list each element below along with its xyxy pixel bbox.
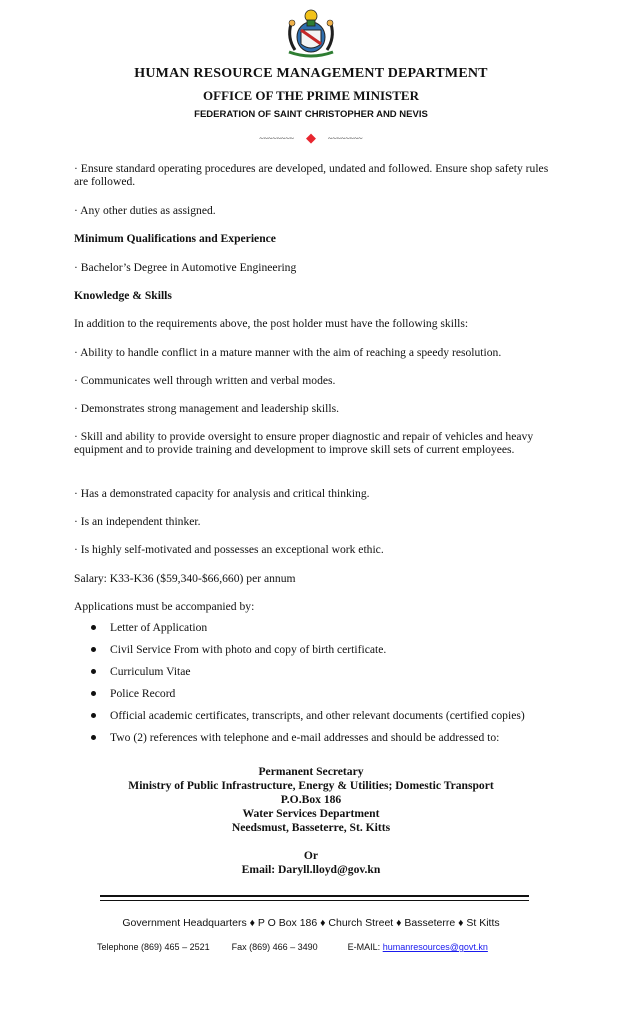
footer-rule-thin — [100, 900, 529, 901]
footer-email-label: E-MAIL: — [347, 942, 381, 952]
coat-of-arms-icon — [283, 4, 339, 58]
bullet-icon — [91, 669, 96, 674]
address-po-box: P.O.Box 186 — [280, 793, 342, 806]
skill-conflict: · Ability to handle conflict in a mature manner with the aim of reaching a speedy resolution. — [74, 346, 502, 359]
federation-title: FEDERATION OF SAINT CHRISTOPHER AND NEVIS — [194, 109, 428, 120]
salary-line: Salary: K33-K36 ($59,340-$66,660) per annum — [74, 572, 296, 585]
section-heading-qualifications: Minimum Qualifications and Experience — [74, 232, 276, 245]
bullet-icon — [91, 713, 96, 718]
divider-left: ~~~~~~~~ — [259, 134, 294, 143]
skill-communication: · Communicates well through written and verbal modes. — [74, 374, 336, 387]
duty-other: · Any other duties as assigned. — [74, 204, 216, 217]
address-recipient: Permanent Secretary — [258, 765, 364, 778]
skill-leadership: · Demonstrates strong management and leadership skills. — [74, 402, 339, 415]
department-title: HUMAN RESOURCE MANAGEMENT DEPARTMENT — [134, 66, 488, 81]
bullet-icon — [91, 735, 96, 740]
address-or: Or — [303, 849, 319, 862]
address-ministry: Ministry of Public Infrastructure, Energy & Utilities; Domestic Transport — [128, 779, 494, 792]
applications-intro: Applications must be accompanied by: — [74, 600, 255, 613]
footer-telephone: Telephone (869) 465 – 2521 — [97, 942, 210, 952]
section-heading-skills: Knowledge & Skills — [74, 289, 172, 302]
duty-sop: · Ensure standard operating procedures are developed, undated and followed. Ensure shop safety rules are followed. — [74, 162, 549, 188]
address-city: Needsmust, Basseterre, St. Kitts — [231, 821, 391, 834]
footer-fax: Fax (869) 466 – 3490 — [231, 942, 318, 952]
bullet-icon — [91, 625, 96, 630]
skills-intro: In addition to the requirements above, the post holder must have the following skills: — [74, 317, 469, 330]
footer-rule-thick — [100, 895, 529, 897]
qualification-degree: · Bachelor’s Degree in Automotive Engineering — [74, 261, 297, 274]
diamond-icon: ◆ — [306, 130, 316, 145]
skill-analysis: · Has a demonstrated capacity for analysis and critical thinking. — [74, 487, 370, 500]
skill-independent: · Is an independent thinker. — [74, 515, 201, 528]
bullet-icon — [91, 691, 96, 696]
bullet-icon — [91, 647, 96, 652]
skill-oversight: · Skill and ability to provide oversight to ensure proper diagnostic and repair of vehicles and heavy equipment and to provide training and development to improve skill sets of current employees. — [74, 430, 534, 456]
address-department: Water Services Department — [242, 807, 380, 820]
footer-address: Government Headquarters ♦ P O Box 186 ♦ Church Street ♦ Basseterre ♦ St Kitts — [122, 917, 500, 929]
footer-email-link[interactable]: humanresources@govt.kn — [382, 942, 488, 952]
office-title: OFFICE OF THE PRIME MINISTER — [203, 88, 419, 103]
footer-contacts — [97, 942, 488, 952]
header-divider — [0, 129, 622, 145]
skill-motivated: · Is highly self-motivated and possesses an exceptional work ethic. — [74, 543, 384, 556]
address-email: Email: Daryll.lloyd@gov.kn — [241, 863, 381, 876]
divider-right: ~~~~~~~~ — [328, 134, 363, 143]
